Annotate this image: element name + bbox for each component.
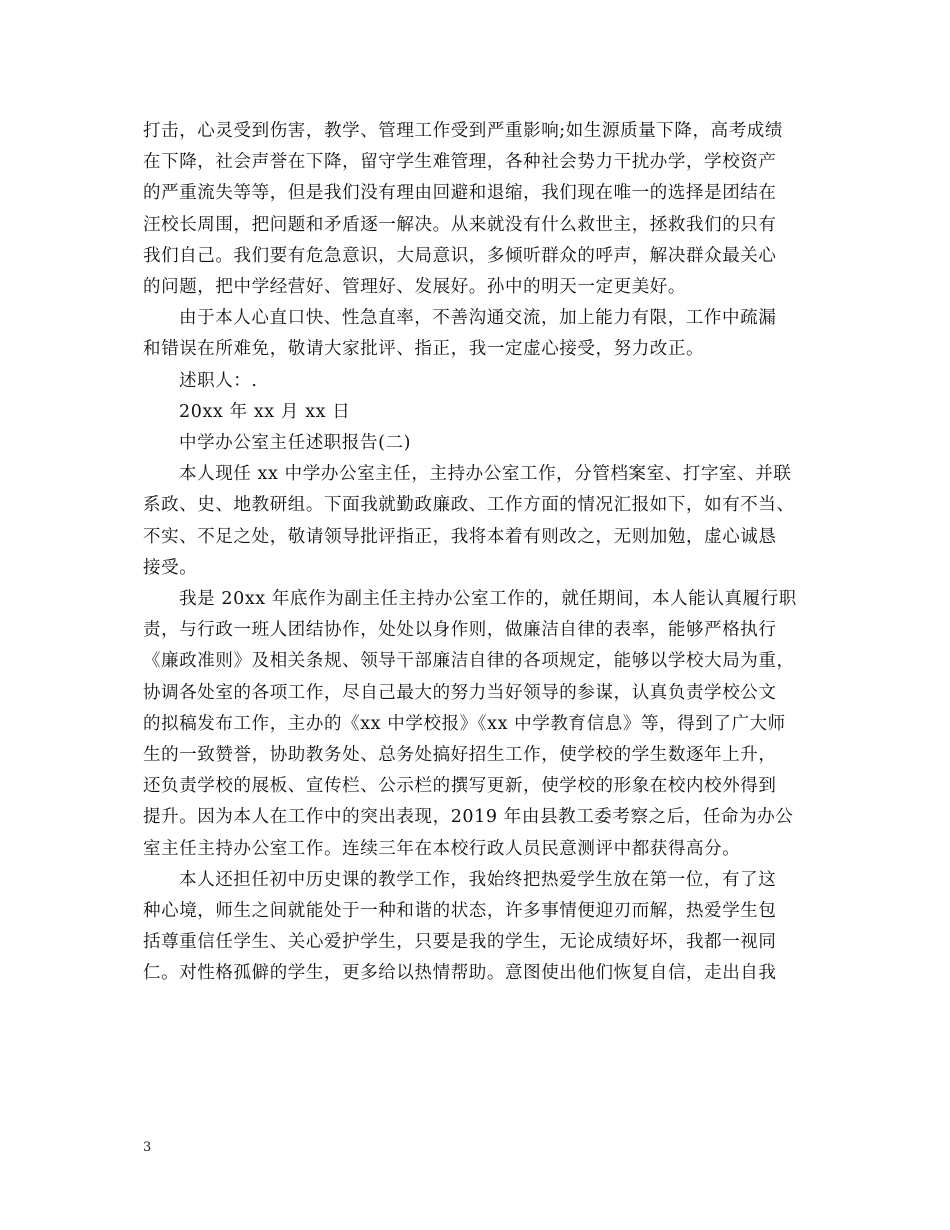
text-line: 在下降，社会声誉在下降，留守学生难管理，各种社会势力干扰办学，学校资产 — [143, 152, 777, 173]
text-line: 和错误在所难免，敬请大家批评、指正，我一定虚心接受，努力改正。 — [143, 339, 705, 360]
text-line: 打击，心灵受到伤害，教学、管理工作受到严重影响;如生源质量下降，高考成绩 — [143, 121, 783, 141]
text-line: 协调各处室的各项工作，尽自己最大的努力当好领导的参谋，认真负责学校公文 — [143, 682, 777, 703]
text-line: 我们自己。我们要有危急意识，大局意识，多倾听群众的呼声，解决群众最关心 — [143, 245, 777, 266]
text-line: 提升。因为本人在工作中的突出表现，2019 年由县教工委考察之后，任命为办公 — [143, 807, 794, 828]
text-line: 不实、不足之处，敬请领导批评指正，我将本着有则改之，无则加勉，虚心诚恳 — [143, 526, 777, 547]
page-number: 3 — [143, 1140, 152, 1155]
text-line: 生的一致赞誉，协助教务处、总务处搞好招生工作，使学校的学生数逐年上升， — [143, 745, 777, 766]
text-line: 室主任主持办公室工作。连续三年在本校行政人员民意测评中都获得高分。 — [143, 838, 741, 859]
text-line: 中学办公室主任述职报告(二) — [179, 433, 412, 454]
text-line: 括尊重信任学生、关心爱护学生，只要是我的学生，无论成绩好坏，我都一视同 — [143, 932, 777, 953]
text-line: 本人还担任初中历史课的教学工作，我始终把热爱学生放在第一位，有了这 — [179, 869, 777, 890]
text-line: 《廉政准则》及相关条规、领导干部廉洁自律的各项规定，能够以学校大局为重， — [143, 651, 795, 672]
text-line: 我是 20xx 年底作为副主任主持办公室工作的，就任期间，本人能认真履行职 — [179, 589, 797, 610]
text-line: 的拟稿发布工作，主办的《xx 中学校报》《xx 中学教育信息》等，得到了广大师 — [143, 713, 786, 734]
document-body — [143, 116, 823, 990]
text-line: 接受。 — [143, 557, 198, 578]
text-line: 种心境，师生之间就能处于一种和谐的状态，许多事情便迎刃而解，热爱学生包 — [143, 901, 777, 922]
text-line: 汪校长周围，把问题和矛盾逐一解决。从来就没有什么救世主，拯救我们的只有 — [143, 214, 777, 235]
text-line: 仁。对性格孤僻的学生，更多给以热情帮助。意图使出他们恢复自信，走出自我 — [143, 963, 777, 984]
text-line: 的严重流失等等，但是我们没有理由回避和退缩，我们现在唯一的选择是团结在 — [143, 183, 777, 204]
text-line: 20xx 年 xx 月 xx 日 — [179, 401, 351, 422]
text-line: 述职人：. — [179, 370, 258, 391]
text-line: 本人现任 xx 中学办公室主任，主持办公室工作，分管档案室、打字室、并联 — [179, 464, 792, 485]
text-line: 由于本人心直口快、性急直率，不善沟通交流，加上能力有限，工作中疏漏 — [179, 308, 777, 329]
text-line: 责，与行政一班人团结协作，处处以身作则，做廉洁自律的表率，能够严格执行 — [143, 620, 777, 641]
text-line: 的问题，把中学经营好、管理好、发展好。孙中的明天一定更美好。 — [143, 277, 686, 298]
text-line: 系政、史、地教研组。下面我就勤政廉政、工作方面的情况汇报如下，如有不当、 — [143, 495, 795, 516]
text-line: 还负责学校的展板、宣传栏、公示栏的撰写更新，使学校的形象在校内校外得到 — [143, 776, 777, 797]
